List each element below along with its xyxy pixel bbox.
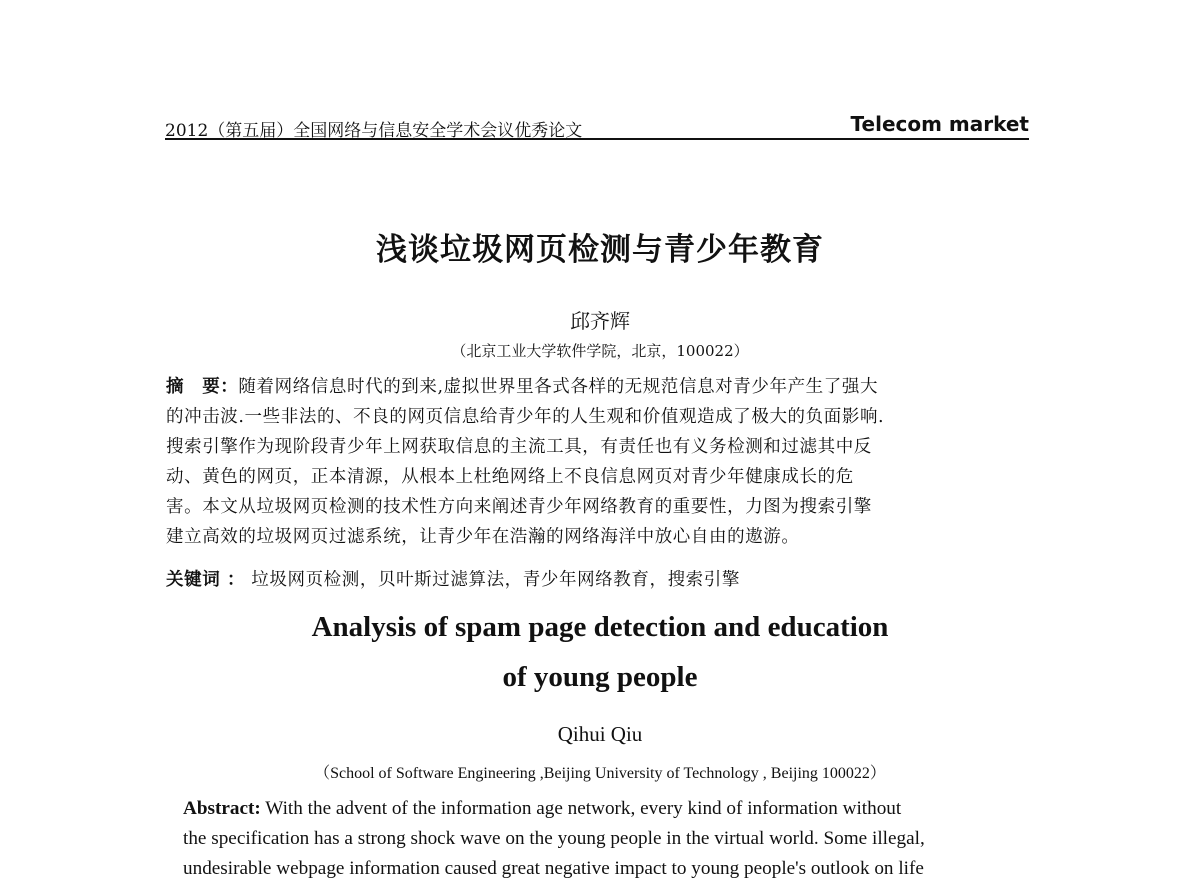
abstract-cn-label: 摘 要：: [166, 377, 239, 397]
keywords-cn: [166, 566, 740, 591]
paper-title-cn: 浅谈垃圾网页检测与青少年教育: [376, 232, 824, 268]
abstract-en-label: Abstract:: [183, 798, 261, 819]
paper-title-en-line2: of young people: [502, 661, 698, 693]
conference-name: 2012（第五届）全国网络与信息安全学术会议优秀论文: [165, 121, 583, 141]
abstract-cn-line: 害。本文从垃圾网页检测的技术性方向来阐述青少年网络教育的重要性，力图为搜索引擎: [166, 497, 872, 517]
abstract-en: [183, 794, 1038, 884]
journal-name: Telecom market: [850, 112, 1029, 136]
abstract-cn-line: 摘 要：随着网络信息时代的到来,虚拟世界里各式各样的无规范信息对青少年产生了强大: [166, 377, 879, 397]
abstract-en-line: undesirable webpage information caused great negative impact to young people's outlook on life: [183, 858, 924, 879]
abstract-cn-line: 的冲击波.一些非法的、不良的网页信息给青少年的人生观和价值观造成了极大的负面影响.: [166, 407, 885, 427]
abstract-en-line: the specification has a strong shock wave on the young people in the virtual world. Some illegal,: [183, 828, 925, 849]
affiliation-en: （School of Software Engineering ,Beijing University of Technology , Beijing 100022）: [314, 765, 886, 782]
keywords-cn-text: 垃圾网页检测，贝叶斯过滤算法，青少年网络教育，搜索引擎: [251, 570, 740, 590]
affiliation-cn: （北京工业大学软件学院，北京，100022）: [451, 342, 749, 360]
paper-title-en-line1: Analysis of spam page detection and education: [311, 611, 889, 643]
abstract-cn-line: 动、黄色的网页，正本清源，从根本上杜绝网络上不良信息网页对青少年健康成长的危: [166, 467, 854, 487]
running-header: [165, 112, 1029, 140]
author-en: Qihui Qiu: [557, 722, 643, 746]
abstract-cn-line: 建立高效的垃圾网页过滤系统，让青少年在浩瀚的网络海洋中放心自由的遨游。: [166, 527, 800, 547]
paper-title-en: [0, 602, 1200, 702]
author-cn: 邱齐辉: [570, 309, 630, 333]
abstract-cn: [166, 372, 1036, 552]
abstract-cn-line: 搜索引擎作为现阶段青少年上网获取信息的主流工具，有责任也有义务检测和过滤其中反: [166, 437, 872, 457]
abstract-en-line: Abstract: With the advent of the information age network, every kind of information without: [183, 798, 902, 819]
keywords-cn-label: 关键词 ：: [166, 570, 246, 590]
